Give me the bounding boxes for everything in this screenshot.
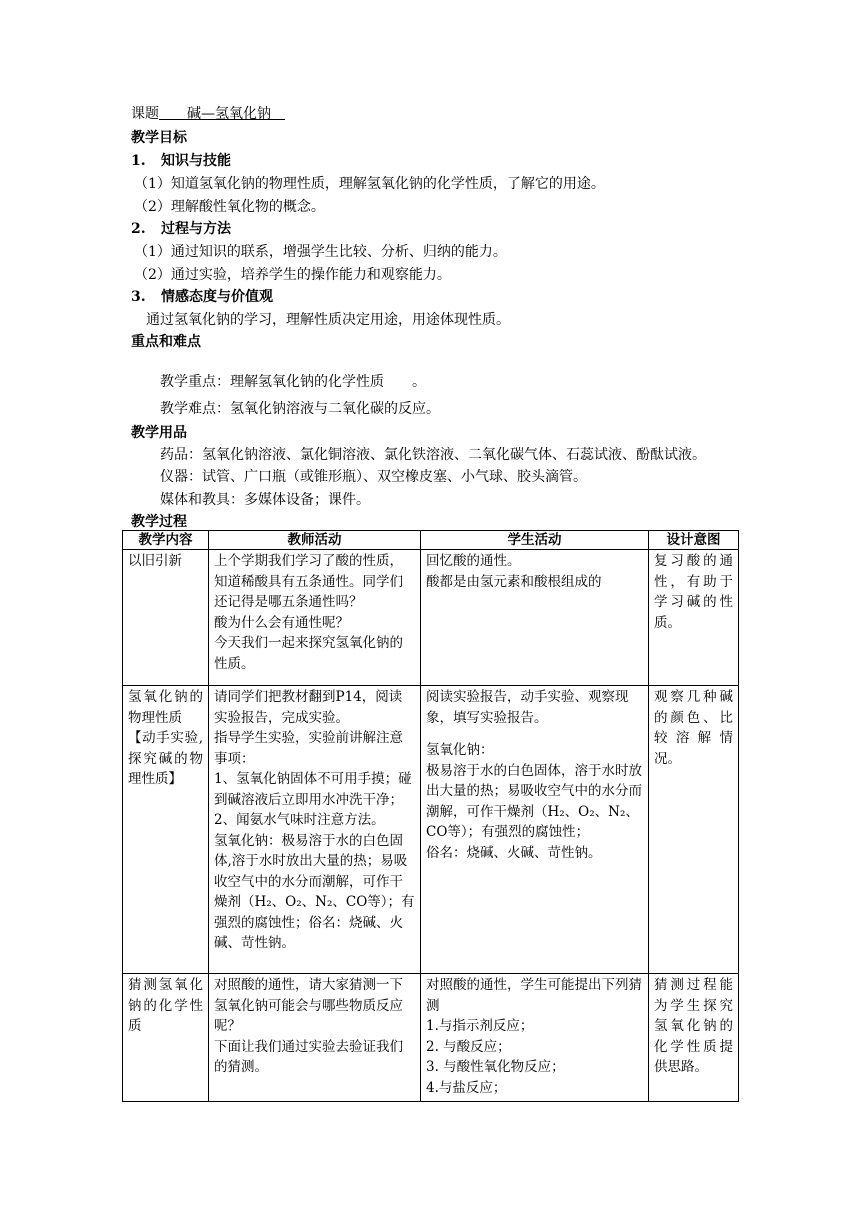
table-row: [123, 550, 739, 686]
materials-drugs: 药品：氢氧化钠溶液、氯化铜溶液、氯化铁溶液、二氧化碳气体、石蕊试液、酚酞试液。: [160, 447, 706, 463]
objective-3-item-1: 通过氢氧化钠的学习，理解性质决定用途，用途体现性质。: [146, 312, 510, 328]
materials-instruments: 仪器：试管、广口瓶（或锥形瓶）、双空橡皮塞、小气球、胶头滴管。: [160, 469, 587, 485]
process-table: [122, 530, 739, 1102]
key-points-heading: 重点和难点: [131, 334, 201, 350]
table-row: [123, 974, 739, 1102]
cell-intent: 观察几种碱的颜色、比较溶解情况。: [649, 686, 739, 974]
objective-1-item-2: （2）理解酸性氧化物的概念。: [134, 199, 325, 215]
objective-1-item-1: （1）知道氢氧化钠的物理性质，理解氢氧化钠的化学性质，了解它的用途。: [134, 176, 605, 192]
topic-title: 碱—氢氧化钠: [187, 106, 271, 122]
cell-intent: 复习酸的通性，有助于学习碱的性质。: [649, 550, 739, 686]
table-header-row: [123, 531, 739, 550]
topic-label: 课题: [131, 106, 159, 122]
cell-student: 阅读实验报告，动手实验、观察现象，填写实验报告。 氢氧化钠： 极易溶于水的白色固体，溶于水时放出大量的热；易吸收空气中的水分而潮解，可作干燥剂（H₂、O₂、N₂、CO等）；有强烈的腐蚀性； 俗名：烧碱、火碱、苛性钠。: [421, 686, 649, 974]
topic-line: [131, 104, 285, 124]
cell-teacher: 请同学们把教材翻到P14，阅读实验报告，完成实验。 指导学生实验，实验前讲解注意事项： 1、氢氧化钠固体不可用手摸；碰到碱溶液后立即用水冲洗干净； 2、闻氨水气味时注意方法。 氢氧化钠：极易溶于水的白色固体,溶于水时放出大量的热；易吸收空气中的水分而潮解，可作干燥剂（H₂、O₂、N₂、CO等）；有强烈的腐蚀性；俗名：烧碱、火碱、苛性钠。: [209, 686, 421, 974]
process-heading: 教学过程: [131, 514, 187, 530]
cell-teacher: 上个学期我们学习了酸的性质，知道稀酸具有五条通性。同学们还记得是哪五条通性吗？ 酸为什么会有通性呢？ 今天我们一起来探究氢氧化钠的性质。: [209, 550, 421, 686]
teaching-focus: 教学重点：理解氢氧化钠的化学性质 。: [160, 374, 426, 390]
teaching-difficulty: 教学难点：氢氧化钠溶液与二氧化碳的反应。: [160, 401, 440, 417]
cell-student: 回忆酸的通性。 酸都是由氢元素和酸根组成的: [421, 550, 649, 686]
objective-2-item-1: （1）通过知识的联系，增强学生比较、分析、归纳的能力。: [134, 244, 507, 260]
cell-student: 对照酸的通性，学生可能提出下列猜测 1.与指示剂反应； 2. 与酸反应； 3. 与酸性氧化物反应； 4.与盐反应；: [421, 974, 649, 1102]
cell-content: 氢氧化钠的物理性质 【动手实验,探究碱的物理性质】: [123, 686, 209, 974]
column-header-teacher: 教师活动: [209, 531, 421, 550]
objective-section-3-title: 3. 情感态度与价值观: [131, 289, 273, 305]
column-header-student: 学生活动: [421, 531, 649, 550]
table-row: [123, 686, 739, 974]
materials-heading: 教学用品: [131, 425, 187, 441]
column-header-intent: 设计意图: [649, 531, 739, 550]
cell-teacher: 对照酸的通性，请大家猜测一下氢氧化钠可能会与哪些物质反应呢？ 下面让我们通过实验去验证我们的猜测。: [209, 974, 421, 1102]
column-header-content: 教学内容: [123, 531, 209, 550]
objectives-heading: 教学目标: [131, 130, 187, 146]
cell-intent: 猜测过程能为学生探究氢氧化钠的化学性质提供思路。: [649, 974, 739, 1102]
objective-section-2-title: 2. 过程与方法: [131, 221, 231, 237]
cell-content: 以旧引新: [123, 550, 209, 686]
materials-media: 媒体和教具：多媒体设备；课件。: [160, 492, 370, 508]
objective-2-item-2: （2）通过实验，培养学生的操作能力和观察能力。: [134, 267, 451, 283]
objective-section-1-title: 1. 知识与技能: [131, 153, 231, 169]
cell-content: 猜测氢氧化钠的化学性质: [123, 974, 209, 1102]
